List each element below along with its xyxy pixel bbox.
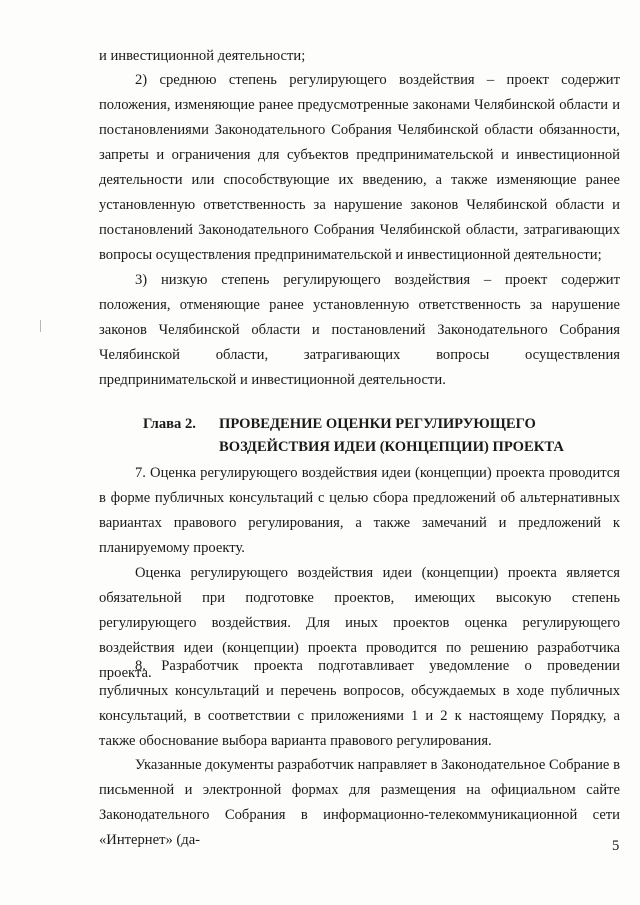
paragraph-item-2: 2) среднюю степень регулирующего воздействия – проект содержит положения, изменяющие ранее предусмотренные законами Челябинской области и постановлениями Законодательного Собрания Челябинской области обязанности, запреты и ограничения для субъектов предпринимательской и инвестиционной деятельности или способствующие их введению, а также изменяющие ранее установленную ответственность за нарушение законов Челябинской области и постановлений Законодательного Собрания Челябинской области, затрагивающих вопросы осуществления предпринимательской и инвестиционной деятельности; [99,72,620,263]
paragraph-item-3: 3) низкую степень регулирующего воздействия – проект содержит положения, отменяющие ранее установленную ответственность за нарушение законов Челябинской области и постановлений Законодательного Собрания Челябинской области, затрагивающих вопросы осуществления предпринимательской и инвестиционной деятельности. [99,272,620,388]
paragraph-continuation: и инвестиционной деятельности; [99,48,306,64]
page-number: 5 [612,838,620,854]
chapter-label: Глава 2. [143,416,196,432]
scan-margin-mark [40,320,41,332]
chapter-title: ПРОВЕДЕНИЕ ОЦЕНКИ РЕГУЛИРУЮЩЕГО ВОЗДЕЙСТВИЯ ИДЕИ (КОНЦЕПЦИИ) ПРОЕКТА [219,416,564,455]
paragraph-section-7-note: Оценка регулирующего воздействия идеи (концепции) проекта является обязательной при подготовке проектов, имеющих высокую степень регулирующего воздействия. Для иных проектов оценка регулирующего воздействия идеи (концепции) проекта проводится по решению разработчика проекта. [99,565,620,681]
paragraph-section-8-documents: Указанные документы разработчик направляет в Законодательное Собрание в письменной и электронной формах для размещения на официальном сайте Законодательного Собрания в информационно-телекоммуникационной сети «Интернет» (да- [99,757,620,848]
paragraph-section-7: 7. Оценка регулирующего воздействия идеи (концепции) проекта проводится в форме публичных консультаций с целью сбора предложений об альтернативных вариантах правового регулирования, а также замечаний и предложений к планируемому проекту. [99,465,620,556]
paragraph-section-8: 8. Разработчик проекта подготавливает уведомление о проведении публичных консультаций и перечень вопросов, обсуждаемых в ходе публичных консультаций, в соответствии с приложениями 1 и 2 к настоящему Порядку, а также обоснование выбора варианта правового регулирования. [99,658,620,749]
